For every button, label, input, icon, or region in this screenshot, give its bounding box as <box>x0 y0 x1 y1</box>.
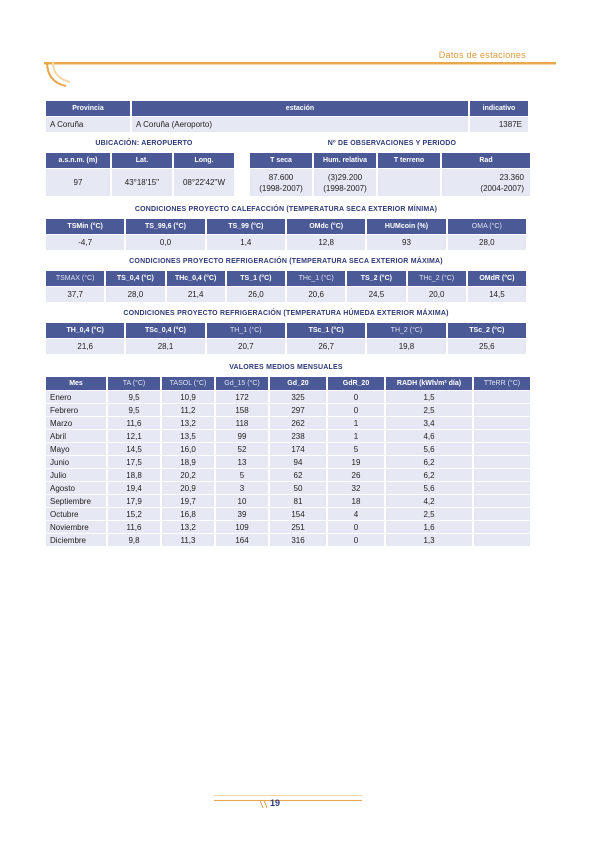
monthly-cell-gdr20: 32 <box>328 482 384 494</box>
loc-header-tseca: T seca <box>250 153 312 168</box>
loc-tterreno <box>378 169 440 196</box>
cooling-dry-value: 37,7 <box>46 287 104 302</box>
monthly-cell-tasol: 16,8 <box>162 508 214 520</box>
footer-rule-secondary <box>214 795 362 796</box>
monthly-cell-month: Agosto <box>46 482 106 494</box>
monthly-table <box>44 376 532 547</box>
running-header-title: Datos de estaciones <box>438 50 526 60</box>
monthly-cell-month: Septiembre <box>46 495 106 507</box>
cooling-dry-header: TS_1 (°C) <box>227 271 285 286</box>
monthly-cell-month: Enero <box>46 391 106 403</box>
monthly-header: Gd_15 (°C) <box>216 377 268 390</box>
monthly-cell-gd20: 262 <box>270 417 326 429</box>
cooling-wet-header: TH_2 (°C) <box>367 323 445 338</box>
table-row <box>46 417 530 429</box>
monthly-cell-gd15: 52 <box>216 443 268 455</box>
loc-header-asnm: a.s.n.m. (m) <box>46 153 110 168</box>
monthly-cell-gd20: 316 <box>270 534 326 546</box>
monthly-cell-tasol: 13,2 <box>162 521 214 533</box>
loc-rad <box>442 169 530 196</box>
monthly-header: GdR_20 <box>328 377 384 390</box>
loc-header-tterreno: T terreno <box>378 153 440 168</box>
monthly-cell-tasol: 11,3 <box>162 534 214 546</box>
monthly-cell-radh: 5,6 <box>386 443 472 455</box>
monthly-cell-month: Noviembre <box>46 521 106 533</box>
cooling-dry-header: THc_2 (°C) <box>408 271 466 286</box>
heating-value: 0,0 <box>126 235 204 250</box>
monthly-cell-gdr20: 19 <box>328 456 384 468</box>
monthly-cell-radh: 1,6 <box>386 521 472 533</box>
monthly-cell-radh: 4,6 <box>386 430 472 442</box>
cooling-dry-header: THc_0,4 (°C) <box>167 271 225 286</box>
cooling-dry-table <box>44 270 528 303</box>
cooling-wet-value: 26,7 <box>287 339 365 354</box>
monthly-cell-month: Marzo <box>46 417 106 429</box>
monthly-cell-gd20: 251 <box>270 521 326 533</box>
monthly-cell-ta: 17,5 <box>108 456 160 468</box>
monthly-cell-gd15: 172 <box>216 391 268 403</box>
table-row <box>46 469 530 481</box>
cooling-dry-value: 21,4 <box>167 287 225 302</box>
monthly-cell-tasol: 16,0 <box>162 443 214 455</box>
heating-value: 12,8 <box>287 235 365 250</box>
heating-header: OMA (°C) <box>448 219 526 234</box>
monthly-cell-ta: 9,5 <box>108 391 160 403</box>
footer-rule <box>214 800 362 801</box>
table-row <box>46 521 530 533</box>
heating-header: TS_99 (°C) <box>207 219 285 234</box>
table-row <box>46 391 530 403</box>
cooling-wet-value: 25,6 <box>448 339 526 354</box>
cooling-wet-header: TSc_1 (°C) <box>287 323 365 338</box>
loc-long: 08°22'42''W <box>174 169 234 196</box>
loc-hum-period: (1998-2007) <box>323 183 367 193</box>
observations-title: Nº DE OBSERVACIONES Y PERIODO <box>327 140 457 147</box>
cooling-dry-value: 20,6 <box>287 287 345 302</box>
heating-header: TS_99,6 (°C) <box>126 219 204 234</box>
monthly-cell-tterr <box>474 391 530 403</box>
monthly-cell-gd15: 10 <box>216 495 268 507</box>
loc-header-rad: Rad <box>442 153 530 168</box>
monthly-cell-gdr20: 0 <box>328 521 384 533</box>
monthly-cell-gd15: 118 <box>216 417 268 429</box>
monthly-cell-tasol: 13,5 <box>162 430 214 442</box>
monthly-cell-gdr20: 4 <box>328 508 384 520</box>
heating-value: 93 <box>367 235 445 250</box>
monthly-cell-gd15: 109 <box>216 521 268 533</box>
monthly-cell-tasol: 10,9 <box>162 391 214 403</box>
table-row <box>46 482 530 494</box>
cooling-wet-title: CONDICIONES PROYECTO REFRIGERACIÓN (TEMPERATURA HÚMEDA EXTERIOR MÁXIMA) <box>123 310 449 317</box>
monthly-cell-tterr <box>474 469 530 481</box>
monthly-cell-month: Julio <box>46 469 106 481</box>
monthly-header: TA (°C) <box>108 377 160 390</box>
heating-header: OMdc (°C) <box>287 219 365 234</box>
monthly-cell-radh: 6,2 <box>386 456 472 468</box>
cooling-wet-header: TH_0,4 (°C) <box>46 323 124 338</box>
loc-hum <box>314 169 376 196</box>
heating-value: 28,0 <box>448 235 526 250</box>
monthly-cell-gdr20: 18 <box>328 495 384 507</box>
table-row <box>46 534 530 546</box>
location-title: UBICACIÓN: AEROPUERTO <box>95 140 193 147</box>
monthly-cell-tterr <box>474 534 530 546</box>
station-table <box>44 100 530 133</box>
cooling-dry-title: CONDICIONES PROYECTO REFRIGERACIÓN (TEMPERATURA SECA EXTERIOR MÁXIMA) <box>129 258 443 265</box>
monthly-cell-ta: 15,2 <box>108 508 160 520</box>
cooling-dry-header: TSMAX (°C) <box>46 271 104 286</box>
monthly-cell-ta: 19,4 <box>108 482 160 494</box>
cooling-wet-value: 19,8 <box>367 339 445 354</box>
monthly-cell-gdr20: 1 <box>328 417 384 429</box>
monthly-cell-tterr <box>474 417 530 429</box>
monthly-cell-month: Mayo <box>46 443 106 455</box>
monthly-cell-tasol: 20,9 <box>162 482 214 494</box>
monthly-cell-ta: 18,8 <box>108 469 160 481</box>
loc-rad-count: 23.360 <box>499 172 524 182</box>
monthly-cell-ta: 17,9 <box>108 495 160 507</box>
station-indicativo: 1387E <box>470 117 528 132</box>
monthly-cell-radh: 1,5 <box>386 391 472 403</box>
monthly-title: VALORES MEDIOS MENSUALES <box>229 364 343 371</box>
loc-rad-period: (2004-2007) <box>480 183 524 193</box>
monthly-cell-gd15: 13 <box>216 456 268 468</box>
monthly-header: RADH (kWh/m² día) <box>386 377 472 390</box>
table-row <box>46 495 530 507</box>
station-header-indicativo: indicativo <box>470 101 528 116</box>
monthly-cell-tasol: 13,2 <box>162 417 214 429</box>
cooling-dry-value: 20,0 <box>408 287 466 302</box>
monthly-cell-ta: 11,6 <box>108 417 160 429</box>
monthly-cell-tterr <box>474 482 530 494</box>
monthly-cell-ta: 9,5 <box>108 404 160 416</box>
corner-ornament-icon <box>44 60 74 90</box>
monthly-cell-gd15: 158 <box>216 404 268 416</box>
monthly-header: TASOL (°C) <box>162 377 214 390</box>
monthly-cell-gd15: 99 <box>216 430 268 442</box>
monthly-cell-tterr <box>474 508 530 520</box>
monthly-cell-tasol: 20,2 <box>162 469 214 481</box>
monthly-cell-gd20: 154 <box>270 508 326 520</box>
loc-spacer <box>236 153 248 168</box>
monthly-header: Mes <box>46 377 106 390</box>
monthly-cell-gd20: 62 <box>270 469 326 481</box>
monthly-header: TTeRR (°C) <box>474 377 530 390</box>
monthly-cell-month: Junio <box>46 456 106 468</box>
loc-hum-count: (3)29.200 <box>327 172 363 182</box>
cooling-dry-header: TS_2 (°C) <box>347 271 405 286</box>
monthly-header: Gd_20 <box>270 377 326 390</box>
page-ornament-icon <box>258 799 270 809</box>
cooling-dry-header: THc_1 (°C) <box>287 271 345 286</box>
monthly-cell-radh: 5,6 <box>386 482 472 494</box>
cooling-wet-value: 28,1 <box>126 339 204 354</box>
heating-table <box>44 218 528 251</box>
page-number: 19 <box>270 798 281 808</box>
table-row <box>46 456 530 468</box>
monthly-cell-tterr <box>474 443 530 455</box>
monthly-cell-tterr <box>474 456 530 468</box>
heating-header: TSMin (°C) <box>46 219 124 234</box>
monthly-cell-tasol: 11,2 <box>162 404 214 416</box>
monthly-cell-ta: 14,5 <box>108 443 160 455</box>
loc-header-hum: Hum. relativa <box>314 153 376 168</box>
loc-lat: 43°18'15'' <box>112 169 172 196</box>
cooling-wet-value: 20,7 <box>207 339 285 354</box>
monthly-cell-gd20: 50 <box>270 482 326 494</box>
cooling-wet-header: TSc_0,4 (°C) <box>126 323 204 338</box>
cooling-wet-header: TSc_2 (°C) <box>448 323 526 338</box>
table-row <box>46 443 530 455</box>
location-table <box>44 152 532 197</box>
monthly-cell-gd15: 164 <box>216 534 268 546</box>
monthly-cell-month: Diciembre <box>46 534 106 546</box>
station-provincia: A Coruña <box>46 117 130 132</box>
monthly-cell-tterr <box>474 430 530 442</box>
cooling-dry-header: TS_0,4 (°C) <box>106 271 164 286</box>
monthly-cell-gd15: 5 <box>216 469 268 481</box>
monthly-cell-month: Octubre <box>46 508 106 520</box>
monthly-cell-gdr20: 0 <box>328 404 384 416</box>
loc-header-lat: Lat. <box>112 153 172 168</box>
cooling-dry-value: 14,5 <box>468 287 526 302</box>
monthly-cell-radh: 3,4 <box>386 417 472 429</box>
header-rule-secondary <box>44 64 556 65</box>
monthly-cell-radh: 1,3 <box>386 534 472 546</box>
heating-value: -4,7 <box>46 235 124 250</box>
monthly-cell-gdr20: 0 <box>328 534 384 546</box>
monthly-cell-radh: 2,5 <box>386 508 472 520</box>
loc-tseca-period: (1998-2007) <box>259 183 303 193</box>
monthly-cell-month: Abril <box>46 430 106 442</box>
heating-title: CONDICIONES PROYECTO CALEFACCIÓN (TEMPERATURA SECA EXTERIOR MÍNIMA) <box>134 206 438 213</box>
monthly-cell-gd20: 325 <box>270 391 326 403</box>
monthly-cell-gd15: 39 <box>216 508 268 520</box>
monthly-cell-radh: 6,2 <box>386 469 472 481</box>
station-name: A Coruña (Aeroporto) <box>132 117 468 132</box>
cooling-dry-header: OMdR (°C) <box>468 271 526 286</box>
monthly-cell-gdr20: 26 <box>328 469 384 481</box>
monthly-cell-gd15: 3 <box>216 482 268 494</box>
monthly-cell-gdr20: 1 <box>328 430 384 442</box>
table-row <box>46 404 530 416</box>
monthly-cell-gd20: 94 <box>270 456 326 468</box>
monthly-cell-gdr20: 5 <box>328 443 384 455</box>
monthly-cell-tasol: 19,7 <box>162 495 214 507</box>
loc-spacer-cell <box>236 169 248 196</box>
monthly-cell-gd20: 174 <box>270 443 326 455</box>
station-header-provincia: Provincia <box>46 101 130 116</box>
monthly-cell-ta: 12,1 <box>108 430 160 442</box>
monthly-cell-ta: 9,8 <box>108 534 160 546</box>
monthly-cell-gd20: 238 <box>270 430 326 442</box>
monthly-cell-month: Febrero <box>46 404 106 416</box>
monthly-cell-tasol: 18,9 <box>162 456 214 468</box>
monthly-cell-tterr <box>474 404 530 416</box>
loc-asnm: 97 <box>46 169 110 196</box>
monthly-cell-gdr20: 0 <box>328 391 384 403</box>
monthly-cell-ta: 11,6 <box>108 521 160 533</box>
loc-header-long: Long. <box>174 153 234 168</box>
table-row <box>46 508 530 520</box>
loc-tseca <box>250 169 312 196</box>
monthly-cell-tterr <box>474 495 530 507</box>
heating-value: 1,4 <box>207 235 285 250</box>
cooling-wet-table <box>44 322 528 355</box>
heating-header: HUMcoin (%) <box>367 219 445 234</box>
monthly-cell-gd20: 81 <box>270 495 326 507</box>
cooling-wet-header: TH_1 (°C) <box>207 323 285 338</box>
monthly-cell-radh: 4,2 <box>386 495 472 507</box>
monthly-cell-tterr <box>474 521 530 533</box>
cooling-dry-value: 24,5 <box>347 287 405 302</box>
cooling-wet-value: 21,6 <box>46 339 124 354</box>
station-header-estacion: estación <box>132 101 468 116</box>
table-row <box>46 430 530 442</box>
cooling-dry-value: 26,0 <box>227 287 285 302</box>
cooling-dry-value: 28,0 <box>106 287 164 302</box>
loc-tseca-count: 87.600 <box>268 172 294 182</box>
monthly-cell-gd20: 297 <box>270 404 326 416</box>
monthly-cell-radh: 2,5 <box>386 404 472 416</box>
